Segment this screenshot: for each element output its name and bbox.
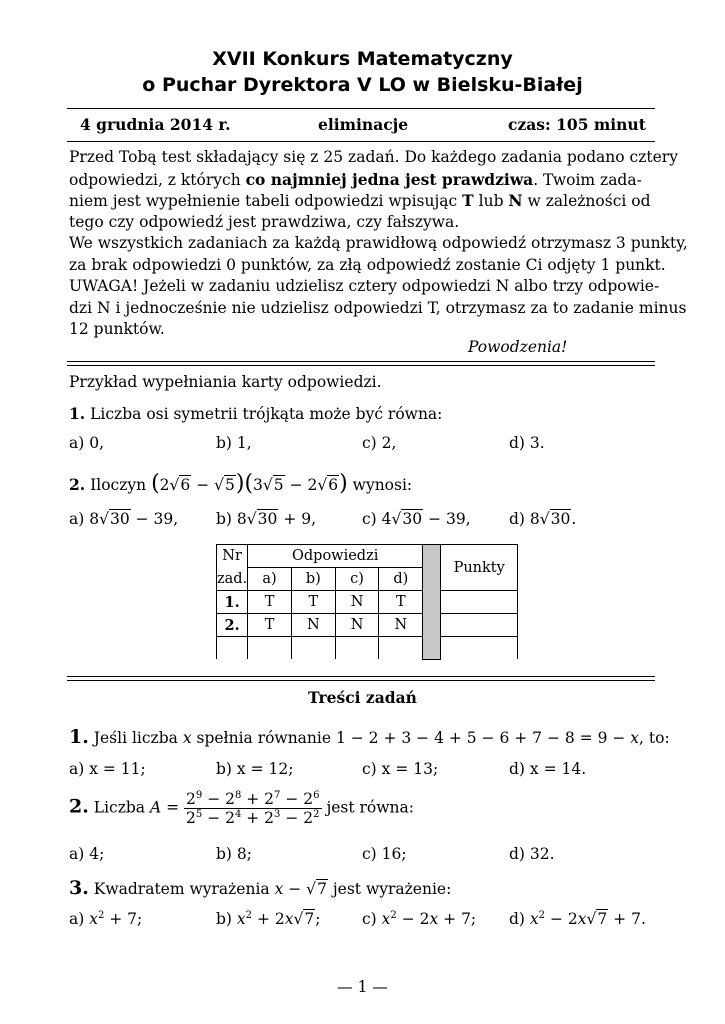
task-1-option-d: d) x = 14. — [509, 760, 587, 778]
task-2-option-c: c) 16; — [362, 845, 407, 863]
example-q1-option-b: b) 1, — [216, 434, 252, 452]
table-empty-cell — [379, 637, 423, 660]
table-cell[interactable]: N — [379, 614, 423, 637]
table-cell[interactable]: N — [291, 614, 335, 637]
example-q1-option-c: c) 2, — [362, 434, 397, 452]
task-3-option-b: b) $x^2 + 2x√7$; — [216, 910, 321, 929]
table-row-nr: 1. — [217, 591, 248, 614]
task-2: 2. Liczba A = $\frac{2^9 - 2^8 + 2^7 - 2^6}{2^5 - 2^4 + 2^3 - 2^2}$ jest równa: — [69, 790, 414, 828]
divider — [67, 680, 655, 681]
task-1-option-a: a) x = 11; — [69, 760, 146, 778]
example-q2-option-d: d) 8√30. — [509, 510, 577, 528]
task-3-option-c: c) $x^2 - 2x + 7$; — [362, 910, 477, 929]
title-line-2: o Puchar Dyrektora V LO w Bielsku-Białej — [142, 74, 583, 96]
tasks-heading: Treści zadań — [308, 688, 417, 707]
task-3-option-d: d) $x^2 - 2x√7 + 7$. — [509, 910, 646, 929]
table-header-nr: Nr — [217, 545, 248, 568]
page-number: — 1 — — [337, 978, 388, 996]
table-row — [217, 614, 518, 637]
divider — [67, 141, 655, 142]
task-1: 1. Jeśli liczba x spełnia równanie 1 − 2 + 3 − 4 + 5 − 6 + 7 − 8 = 9 − x, to: — [69, 726, 670, 748]
table-row-nr: 2. — [217, 614, 248, 637]
signoff: Powodzenia! — [468, 338, 568, 356]
instructions-line: niem jest wypełnienie tabeli odpowiedzi wpisując T lub N w zależności od — [69, 191, 651, 210]
math-fraction: $\frac{2^9 - 2^8 + 2^7 - 2^6}{2^5 - 2^4 + 2^3 - 2^2}$ — [186, 790, 320, 828]
task-2-option-b: b) 8; — [216, 845, 252, 863]
instructions-line: dzi N i jednocześnie nie udzielisz odpowiedzi T, otrzymasz za to zadanie minus — [69, 299, 687, 317]
example-q2: 2. Iloczyn (2√6 − √5)(3√5 − 2√6) wynosi: — [69, 471, 413, 496]
instructions-line: za brak odpowiedzi 0 punktów, za złą odpowiedź zostanie Ci odjęty 1 punkt. — [69, 256, 666, 274]
answer-table — [216, 544, 518, 660]
table-cell[interactable]: T — [291, 591, 335, 614]
example-q2-option-b: b) 8√30 + 9, — [216, 510, 317, 528]
divider — [67, 361, 655, 362]
math-expression: (2√6 − √5)(3√5 − 2√6) — [151, 471, 348, 496]
table-empty-cell — [335, 637, 379, 660]
instructions-line: We wszystkich zadaniach za każdą prawidłową odpowiedź otrzymasz 3 punkty, — [69, 234, 688, 252]
exam-time: czas: 105 minut — [508, 115, 646, 134]
task-1-option-c: c) x = 13; — [362, 760, 439, 778]
table-empty-cell — [441, 637, 518, 660]
task-1-option-b: b) x = 12; — [216, 760, 294, 778]
example-q1-option-a: a) 0, — [69, 434, 105, 452]
table-cell[interactable]: T — [248, 614, 292, 637]
table-row — [217, 591, 518, 614]
example-q2-option-a: a) 8√30 − 39, — [69, 510, 179, 528]
table-header-answers: Odpowiedzi — [248, 545, 423, 568]
instructions-line: odpowiedzi, z których co najmniej jedna jest prawdziwa. Twoim zada- — [69, 170, 642, 189]
table-col-d: d) — [379, 568, 423, 591]
exam-date: 4 grudnia 2014 r. — [80, 115, 231, 134]
table-empty-cell — [291, 637, 335, 660]
table-col-b: b) — [291, 568, 335, 591]
table-cell[interactable]: N — [335, 614, 379, 637]
example-q2-option-c: c) 4√30 − 39, — [362, 510, 471, 528]
table-col-a: a) — [248, 568, 292, 591]
exam-stage: eliminacje — [318, 115, 409, 134]
instructions-line: 12 punktów. — [69, 320, 165, 338]
table-points-cell[interactable] — [441, 591, 518, 614]
table-row — [217, 637, 518, 660]
table-cell[interactable]: T — [379, 591, 423, 614]
instructions-line: UWAGA! Jeżeli w zadaniu udzielisz cztery odpowiedzi N albo trzy odpowie- — [69, 277, 660, 295]
table-cell[interactable]: N — [335, 591, 379, 614]
example-heading: Przykład wypełniania karty odpowiedzi. — [69, 373, 382, 391]
table-header-zad: zad. — [217, 568, 248, 591]
table-gray-column — [423, 545, 441, 660]
task-2-option-a: a) 4; — [69, 845, 105, 863]
table-header-points: Punkty — [441, 545, 518, 591]
example-q1: 1. Liczba osi symetrii trójkąta może być równa: — [69, 404, 443, 423]
divider — [67, 108, 655, 109]
task-3-option-a: a) $x^2 + 7$; — [69, 910, 143, 929]
table-empty-cell — [248, 637, 292, 660]
example-q1-option-d: d) 3. — [509, 434, 545, 452]
task-3: 3. Kwadratem wyrażenia x − √7 jest wyrażenie: — [69, 877, 452, 899]
divider — [67, 676, 655, 677]
divider — [67, 365, 655, 366]
instructions-line: tego czy odpowiedź jest prawdziwa, czy fałszywa. — [69, 213, 460, 231]
instructions-line: Przed Tobą test składający się z 25 zadań. Do każdego zadania podano cztery — [69, 148, 678, 166]
title-line-1: XVII Konkurs Matematyczny — [212, 48, 513, 70]
table-col-c: c) — [335, 568, 379, 591]
table-points-cell[interactable] — [441, 614, 518, 637]
table-empty-cell — [217, 637, 248, 660]
table-cell[interactable]: T — [248, 591, 292, 614]
task-2-option-d: d) 32. — [509, 845, 555, 863]
